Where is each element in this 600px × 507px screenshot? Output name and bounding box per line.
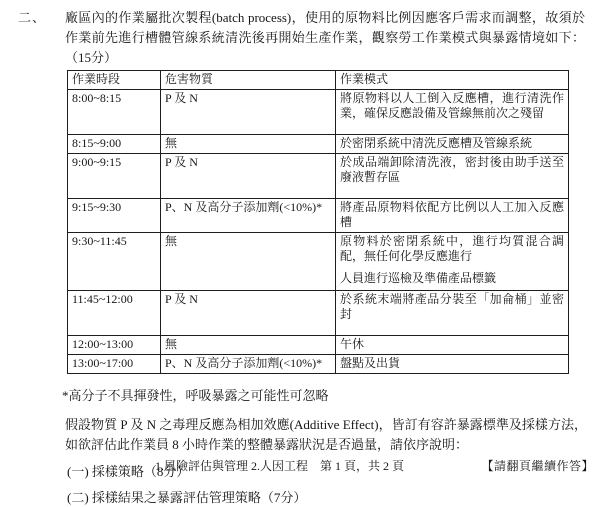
cell-time: 8:15~9:00 xyxy=(68,135,161,154)
exposure-schedule-table xyxy=(67,70,569,374)
cell-hazard: P 及 N xyxy=(161,90,336,135)
cell-work-mode xyxy=(336,90,569,135)
cell-time: 9:30~11:45 xyxy=(68,233,161,291)
table-row xyxy=(68,135,569,154)
table-row xyxy=(68,355,569,374)
work-mode-line: 將產品原物料依配方比例以人工加入反應槽 xyxy=(340,200,564,229)
work-mode-line: 人員進行巡檢及準備產品標籤 xyxy=(340,271,497,285)
page-footer-info: 1.風險評估與管理 2.人因工程 第 1 頁，共 2 頁 xyxy=(155,459,405,473)
work-mode-line: 於成品端卸除清洗液，密封後由助手送至廢液暫存區 xyxy=(340,155,564,184)
work-mode-line: 於密閉系統中清洗反應槽及管線系統 xyxy=(340,136,533,150)
table-row xyxy=(68,291,569,336)
cell-time: 13:00~17:00 xyxy=(68,355,161,374)
table-row xyxy=(68,336,569,355)
column-header: 作業時段 xyxy=(68,71,161,90)
cell-time: 9:15~9:30 xyxy=(68,199,161,233)
footer-continue-note: 【請翻頁繼續作答】 xyxy=(481,459,594,473)
table-row xyxy=(68,154,569,199)
cell-work-mode xyxy=(336,336,569,355)
cell-hazard: P 及 N xyxy=(161,291,336,336)
cell-time: 11:45~12:00 xyxy=(68,291,161,336)
cell-hazard: P、N 及高分子添加劑(<10%)* xyxy=(161,199,336,233)
cell-work-mode xyxy=(336,199,569,233)
question-block xyxy=(18,8,585,68)
table-row xyxy=(68,90,569,135)
table-header-row xyxy=(68,71,569,90)
table-footnote: *高分子不具揮發性，呼吸暴露之可能性可忽略 xyxy=(62,388,329,403)
question-intro: 廠區內的作業屬批次製程(batch process)，使用的原物料比例因應客戶需求而調整，故須於作業前先進行槽體管線系統清洗後再開始生產作業，觀察勞工作業模式與暴露情境如下：（15分） xyxy=(65,10,585,65)
table-row xyxy=(68,199,569,233)
work-mode-line: 原物料於密閉系統中，進行均質混合調配，無任何化學反應進行 xyxy=(340,234,564,263)
table-row xyxy=(68,233,569,291)
work-mode-line: 午休 xyxy=(340,337,365,351)
cell-work-mode xyxy=(336,291,569,336)
column-header: 危害物質 xyxy=(161,71,336,90)
cell-work-mode xyxy=(336,135,569,154)
cell-hazard: 無 xyxy=(161,135,336,154)
cell-time: 8:00~8:15 xyxy=(68,90,161,135)
cell-hazard: 無 xyxy=(161,233,336,291)
cell-time: 9:00~9:15 xyxy=(68,154,161,199)
work-mode-line: 於系統末端將產品分裝至「加侖桶」並密封 xyxy=(340,292,564,321)
cell-work-mode xyxy=(336,154,569,199)
sub-question-1: (一) 採樣策略（8分） xyxy=(67,464,190,479)
work-mode-line: 將原物料以人工倒入反應槽，進行清洗作業，確保反應設備及管線無前次之殘留 xyxy=(340,91,564,120)
sub-question-2: (二) 採樣結果之暴露評估管理策略（7分） xyxy=(67,490,307,505)
cell-work-mode xyxy=(336,233,569,291)
work-mode-line: 盤點及出貨 xyxy=(340,356,401,370)
cell-time: 12:00~13:00 xyxy=(68,336,161,355)
cell-hazard: 無 xyxy=(161,336,336,355)
cell-hazard: P 及 N xyxy=(161,154,336,199)
cell-hazard: P、N 及高分子添加劑(<10%)* xyxy=(161,355,336,374)
question-number: 二、 xyxy=(18,10,47,25)
cell-work-mode xyxy=(336,355,569,374)
assumption-paragraph: 假設物質 P 及 N 之毒理反應為相加效應(Additive Effect)，皆訂有容許暴露標準及採樣方法，如欲評估此作業員 8 小時作業的整體暴露狀況是否過量，請依序說明： xyxy=(65,417,587,452)
column-header: 作業模式 xyxy=(336,71,569,90)
